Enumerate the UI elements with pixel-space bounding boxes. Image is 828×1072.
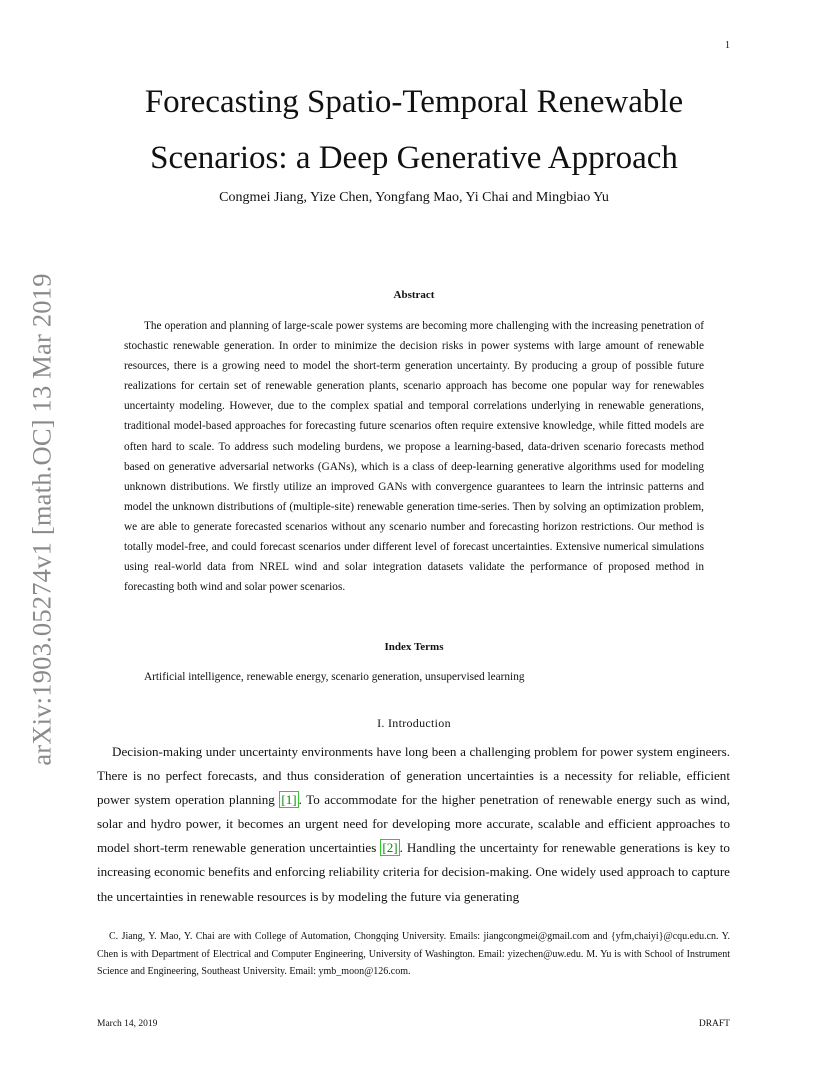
- section-heading: I. Introduction: [377, 716, 451, 730]
- abstract-heading: Abstract: [393, 289, 435, 301]
- intro-text-2: . To accommodate for the higher penetration of renewable energy such as wind, solar and hydro power, it becomes an urgent need for developing more accurate, scalable and efficient approaches to model short-term renewable generation uncertainties: [97, 792, 730, 856]
- arxiv-id: arXiv:1903.05274v1 [math.OC] 13 Mar 2019: [26, 272, 57, 766]
- intro-text-3: . Handling the uncertainty for renewable generations is key to increasing economic benefits and enforcing reliability criteria for decision-making. One widely used approach to capture the uncertainties in renewable resources is by modeling the future via generating: [97, 840, 730, 904]
- intro-paragraph: [97, 740, 730, 909]
- paper-title: [0, 74, 828, 186]
- citation-link-2[interactable]: [2]: [382, 840, 398, 856]
- abstract-text: The operation and planning of large-scale power systems are becoming more challenging with the increasing penetration of stochastic renewable generation. In order to minimize the decision risks in power systems with large amount of renewable resources, there is a growing need to model the short-term generation uncertainty. By producing a group of possible future realizations for certain set of renewable generation plants, scenario approach has become one popular way for renewables uncertainty modeling. However, due to the complex spatial and temporal correlations underlying in renewable generations, traditional model-based approaches for forecasting future scenarios often require extensive knowledge, while fitted models are often hard to scale. To address such modeling burdens, we propose a learning-based, data-driven scenario forecasts method based on generative adversarial networks (GANs), which is a class of deep-learning generative algorithms used for modeling unknown distributions. We firstly utilize an improved GANs with convergence guarantees to learn the intrinsic patterns and model the unknown distributions of (multiple-site) renewable generation time-series. Then by solving an optimization problem, we are able to generate forecasted scenarios without any scenario number and forecasting horizon restrictions. Our method is totally model-free, and could forecast scenarios under different level of forecast uncertainties. Extensive numerical simulations using real-world data from NREL wind and solar integration datasets validate the performance of proposed method in forecasting both wind and solar power scenarios.: [124, 320, 704, 594]
- author-footnote: C. Jiang, Y. Mao, Y. Chai are with College of Automation, Chongqing University. Emails: jiangcongmei@gmail.com and {yfm,chaiyi}@cqu.edu.cn. Y. Chen is with Department of Electrical and Computer Engineering, University of Washington. Email: yizechen@uw.edu. M. Yu is with School of Instrument Science and Engineering, Southeast University. Email: ymb_moon@126.com.: [97, 931, 730, 978]
- title-line-2: Scenarios: a Deep Generative Approach: [150, 140, 678, 176]
- author-list: Congmei Jiang, Yize Chen, Yongfang Mao, Yi Chai and Mingbiao Yu: [219, 190, 609, 205]
- index-terms: Artificial intelligence, renewable energy, scenario generation, unsupervised learning: [144, 671, 525, 683]
- page-number: 1: [725, 40, 730, 51]
- title-line-1: Forecasting Spatio-Temporal Renewable: [144, 84, 684, 120]
- index-terms-heading: Index Terms: [384, 641, 444, 653]
- arxiv-stamp: [18, 264, 66, 774]
- intro-text-1: Decision-making under uncertainty environments have long been a challenging problem for power system engineers. There is no perfect forecasts, and thus consideration of generation uncertainties is a necessity for reliable, efficient power system operation planning: [97, 744, 730, 808]
- citation-link-1[interactable]: [1]: [281, 792, 297, 808]
- footer-draft: DRAFT: [698, 1019, 730, 1029]
- footer-date: March 14, 2019: [97, 1019, 158, 1029]
